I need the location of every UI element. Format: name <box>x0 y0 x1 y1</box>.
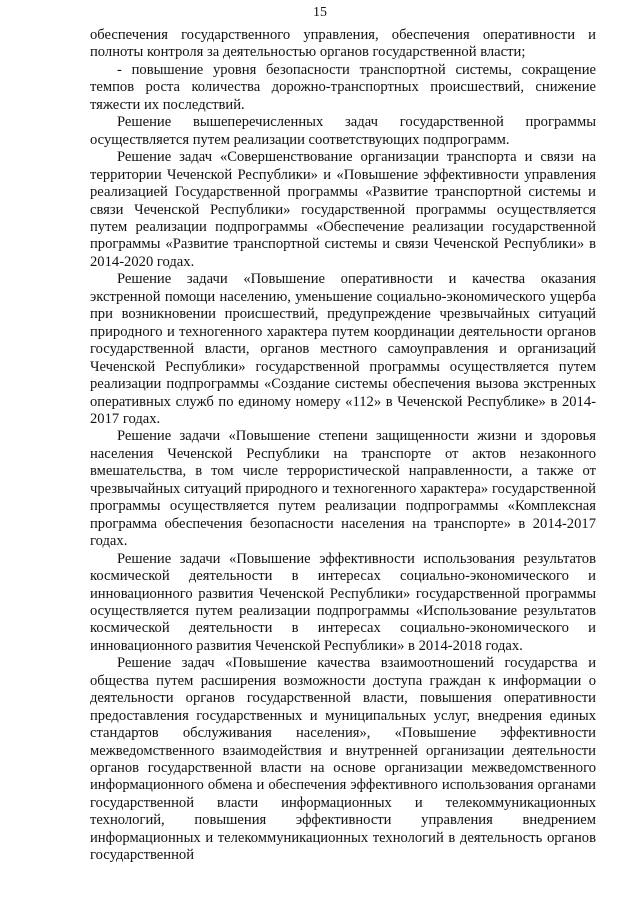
document-body <box>90 27 596 865</box>
paragraph-2: - повышение уровня безопасности транспортной системы, сокращение темпов роста количества дорожно-транспортных происшествий, снижение тяжести их последствий. <box>90 61 596 113</box>
paragraph-7: Решение задачи «Повышение эффективности использования результатов космической деятельности в интересах социально-экономического и инновационного развития Чеченской Республики» государственной программы осуществляется путем реализации подпрограммы «Использование результатов космической деятельности в интересах социально-экономического и инновационного развития Чеченской Республики» в 2014-2018 годах. <box>90 550 596 654</box>
paragraph-3: Решение вышеперечисленных задач государственной программы осуществляется путем реализации соответствующих подпрограмм. <box>90 114 596 148</box>
paragraph-8: Решение задач «Повышение качества взаимоотношений государства и общества путем расширения возможности доступа граждан к информации о деятельности органов государственной власти, повышения оперативности предоставления государственных и муниципальных услуг, внедрения единых стандартов обслуживания населения», «Повышение эффективности межведомственного взаимодействия и внутренней организации деятельности органов государственной власти на основе организации межведомственного информационного обмена и обеспечения эффективного использования органами государственной власти информационных и телекоммуникационных технологий, повышения эффективности управления внедрением информационных и телекоммуникационных технологий в деятельность органов государственной <box>90 655 596 864</box>
paragraph-4: Решение задач «Совершенствование организации транспорта и связи на территории Чеченской Республики» и «Повышение эффективности управления реализацией Государственной программы «Развитие транспортной системы и связи Чеченской Республики» государственной программы осуществляется путем реализации подпрограммы «Обеспечение реализации государственной программы «Развитие транспортной системы и связи Чеченской Республики» в 2014-2020 годах. <box>90 149 596 270</box>
page-number: 15 <box>313 5 327 20</box>
paragraph-1: обеспечения государственного управления, обеспечения оперативности и полноты контроля за деятельностью органов государственной власти; <box>90 27 596 61</box>
paragraph-5: Решение задачи «Повышение оперативности и качества оказания экстренной помощи населению, уменьшение социально-экономического ущерба при возникновении происшествий, предупреждение чрезвычайных ситуаций природного и техногенного характера путем координации деятельности органов государственной власти, органов местного самоуправления и организаций Чеченской Республики» государственной программы осуществляется путем реализации подпрограммы «Создание системы обеспечения вызова экстренных оперативных служб по единому номеру «112» в Чеченской Республике» в 2014-2017 годах. <box>90 271 596 427</box>
paragraph-6: Решение задачи «Повышение степени защищенности жизни и здоровья населения Чеченской Республики на транспорте от актов незаконного вмешательства, в том числе террористической направленности, а также от чрезвычайных ситуаций природного и техногенного характера» государственной программы осуществляется путем реализации подпрограммы «Комплексная программа обеспечения безопасности населения на транспорте» в 2014-2017 годах. <box>90 428 596 550</box>
